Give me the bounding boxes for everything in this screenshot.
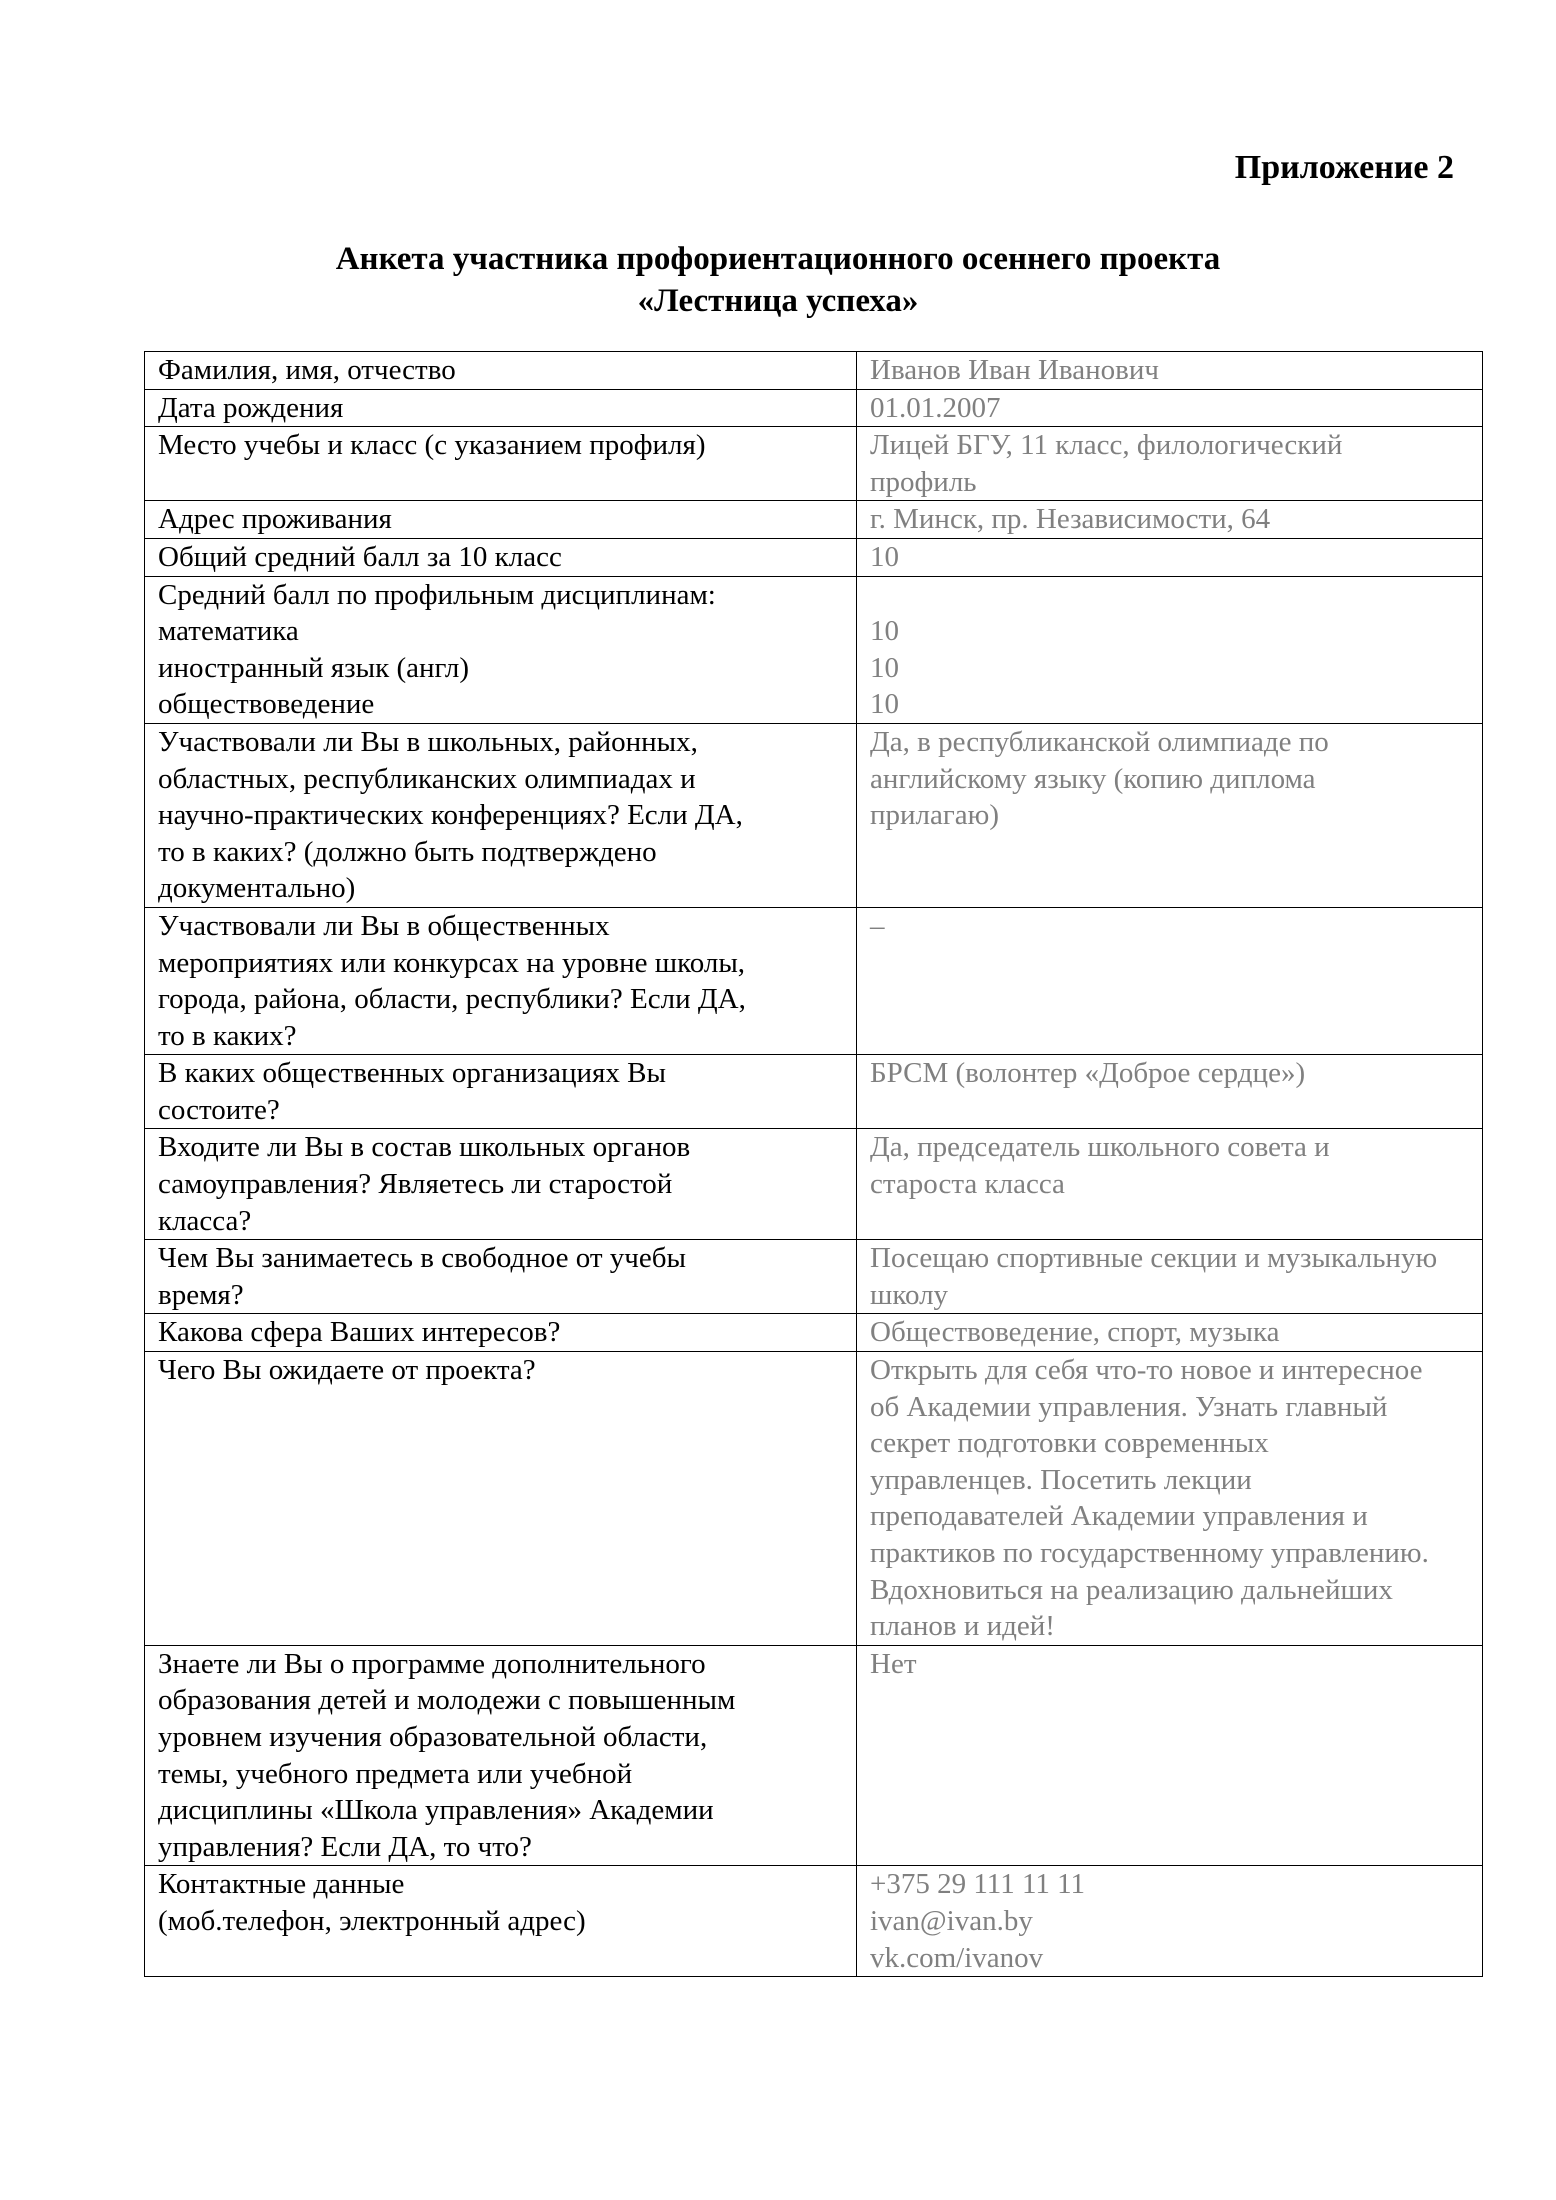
question-cell (145, 723, 857, 907)
question-cell (145, 576, 857, 723)
question-text-line: то в каких? (158, 1019, 297, 1052)
answer-text-line (870, 577, 1474, 614)
answer-text-line: 10 (870, 540, 899, 573)
question-text-line: научно-практических конференциях? Если ДА, (158, 799, 743, 832)
question-cell (145, 501, 857, 539)
answer-text-line: профиль (870, 465, 977, 498)
answer-text-line: Иванов Иван Иванович (870, 354, 1159, 386)
table-row (145, 352, 1483, 390)
answer-cell (857, 389, 1483, 427)
table-row (145, 723, 1483, 907)
appendix-label: Приложение 2 (1234, 149, 1454, 186)
question-text-line: Общий средний балл за 10 класс (158, 540, 562, 573)
question-text-line: иностранный язык (англ) (158, 651, 470, 684)
question-cell (145, 1055, 857, 1129)
answer-text-line: Да, председатель школьного совета и (870, 1131, 1330, 1164)
table-row (145, 389, 1483, 427)
answer-text-line: БРСМ (волонтер «Доброе сердце») (870, 1057, 1306, 1090)
answer-text-line: школу (870, 1278, 949, 1311)
answer-text-line: практиков по государственному управлению. (870, 1537, 1429, 1569)
answer-text-line: об Академии управления. Узнать главный (870, 1390, 1388, 1423)
table-row (145, 907, 1483, 1054)
form-title-line-1: Анкета участника профориентационного осеннего проекта (335, 241, 1221, 277)
form-title-line-2: «Лестница успеха» (637, 283, 919, 319)
question-text-line: математика (158, 615, 299, 648)
question-text-line: Фамилия, имя, отчество (158, 354, 456, 386)
question-text-line: образования детей и молодежи с повышенным (158, 1684, 736, 1717)
answer-cell (857, 576, 1483, 723)
question-text-line: класса? (158, 1204, 252, 1237)
answer-cell (857, 538, 1483, 576)
question-text-line: Какова сфера Ваших интересов? (158, 1316, 561, 1349)
answer-text-line: прилагаю) (870, 799, 999, 832)
question-cell (145, 427, 857, 501)
answer-cell (857, 1129, 1483, 1240)
answer-text-line: ivan@ivan.by (870, 1904, 1033, 1937)
question-cell (145, 1314, 857, 1352)
question-text-line: Знаете ли Вы о программе дополнительного (158, 1647, 706, 1680)
answer-text-line: Обществоведение, спорт, музыка (870, 1316, 1280, 1349)
answer-cell (857, 1314, 1483, 1352)
table-row (145, 1866, 1483, 1977)
question-text-line: Входите ли Вы в состав школьных органов (158, 1131, 691, 1164)
answer-text-line: секрет подготовки современных (870, 1427, 1269, 1460)
table-row (145, 501, 1483, 539)
question-text-line: Средний балл по профильным дисциплинам: (158, 578, 716, 611)
answer-text-line: 01.01.2007 (870, 391, 1001, 424)
question-text-line: обществоведение (158, 688, 375, 721)
answer-cell (857, 427, 1483, 501)
table-row (145, 1129, 1483, 1240)
answer-text-line: Лицей БГУ, 11 класс, филологический (870, 429, 1343, 462)
question-text-line: уровнем изучения образовательной области, (158, 1720, 708, 1753)
question-text-line: Участвовали ли Вы в общественных (158, 909, 610, 942)
question-text-line: дисциплины «Школа управления» Академии (158, 1794, 714, 1827)
question-text-line: состоите? (158, 1093, 280, 1126)
answer-cell (857, 907, 1483, 1054)
answer-text-line: – (870, 909, 885, 942)
question-text-line: (моб.телефон, электронный адрес) (158, 1904, 586, 1937)
table-row (145, 1055, 1483, 1129)
question-cell (145, 1240, 857, 1314)
table-row (145, 576, 1483, 723)
answer-text-line: Посещаю спортивные секции и музыкальную (870, 1242, 1438, 1275)
question-cell (145, 389, 857, 427)
answer-text-line: управленцев. Посетить лекции (870, 1463, 1252, 1496)
answer-text-line: Да, в республиканской олимпиаде по (870, 725, 1329, 758)
questionnaire-table (144, 351, 1483, 1977)
question-text-line: Участвовали ли Вы в школьных, районных, (158, 725, 698, 758)
answer-cell (857, 723, 1483, 907)
answer-text-line: преподавателей Академии управления и (870, 1500, 1368, 1533)
answer-cell (857, 1645, 1483, 1866)
answer-text-line: планов и идей! (870, 1610, 1055, 1643)
answer-text-line: 10 (870, 615, 899, 648)
question-cell (145, 1129, 857, 1240)
question-text-line: темы, учебного предмета или учебной (158, 1757, 633, 1790)
answer-text-line: английскому языку (копию диплома (870, 762, 1316, 795)
answer-cell (857, 1866, 1483, 1977)
answer-text-line: староста класса (870, 1168, 1065, 1201)
question-text-line: города, района, области, республики? Если ДА, (158, 983, 746, 1016)
question-cell (145, 352, 857, 390)
question-text-line: Чем Вы занимаетесь в свободное от учебы (158, 1242, 686, 1275)
answer-text-line: 10 (870, 651, 899, 684)
question-text-line: мероприятиях или конкурсах на уровне школы, (158, 946, 746, 979)
answer-text-line: Вдохновиться на реализацию дальнейших (870, 1573, 1393, 1606)
question-cell (145, 1645, 857, 1866)
question-text-line: Адрес проживания (158, 503, 392, 536)
question-text-line: документально) (158, 872, 356, 905)
table-row (145, 538, 1483, 576)
answer-text-line: +375 29 111 11 11 (870, 1868, 1086, 1901)
answer-text-line: vk.com/ivanov (870, 1941, 1044, 1974)
answer-cell (857, 1055, 1483, 1129)
table-row (145, 1314, 1483, 1352)
answer-cell (857, 352, 1483, 390)
question-text-line: управления? Если ДА, то что? (158, 1830, 532, 1863)
question-text-line: то в каких? (должно быть подтверждено (158, 835, 657, 868)
answer-text-line: Нет (870, 1647, 917, 1680)
question-text-line: время? (158, 1278, 244, 1311)
question-text-line: Чего Вы ожидаете от проекта? (158, 1354, 536, 1387)
question-cell (145, 538, 857, 576)
form-title (0, 238, 1556, 322)
table-row (145, 1645, 1483, 1866)
question-cell (145, 1866, 857, 1977)
question-text-line: Место учебы и класс (с указанием профиля) (158, 429, 706, 462)
question-text-line: Дата рождения (158, 391, 344, 424)
answer-cell (857, 501, 1483, 539)
answer-text-line: Открыть для себя что-то новое и интересное (870, 1354, 1423, 1387)
question-text-line: областных, республиканских олимпиадах и (158, 762, 696, 795)
answer-cell (857, 1352, 1483, 1646)
question-cell (145, 907, 857, 1054)
table-row (145, 1240, 1483, 1314)
question-text-line: самоуправления? Являетесь ли старостой (158, 1168, 673, 1201)
answer-cell (857, 1240, 1483, 1314)
question-text-line: В каких общественных организациях Вы (158, 1057, 666, 1090)
table-row (145, 427, 1483, 501)
question-cell (145, 1352, 857, 1646)
answer-text-line: г. Минск, пр. Независимости, 64 (870, 503, 1271, 536)
table-row (145, 1352, 1483, 1646)
question-text-line: Контактные данные (158, 1868, 405, 1901)
answer-text-line: 10 (870, 688, 899, 721)
